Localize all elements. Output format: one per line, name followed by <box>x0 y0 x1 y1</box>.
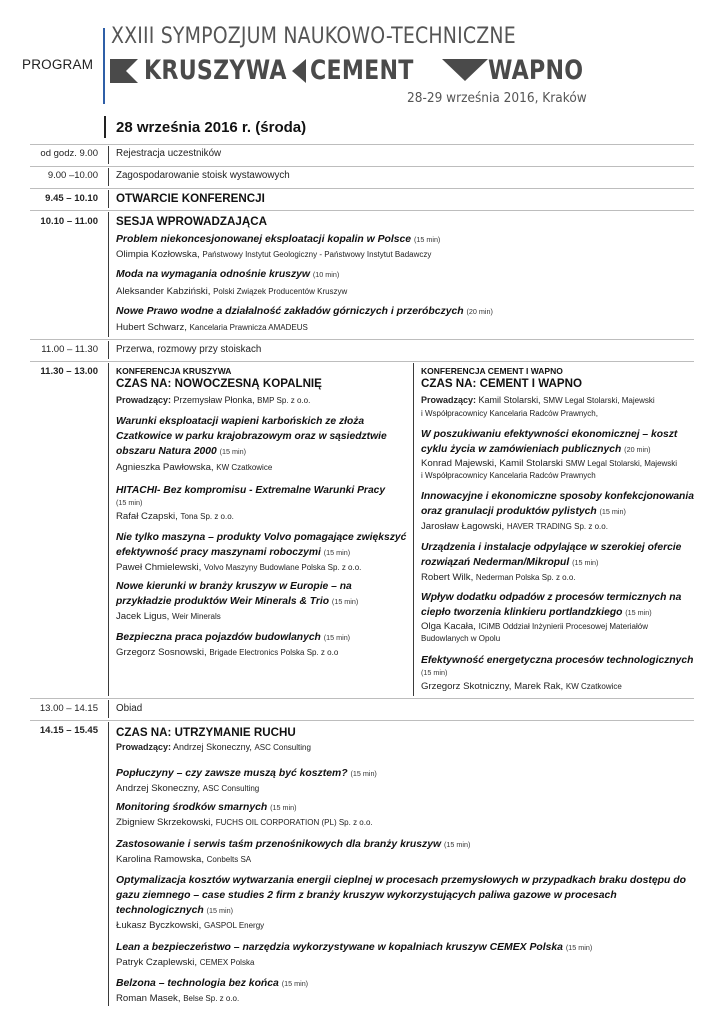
talk-org: Conbelts SA <box>206 855 252 864</box>
row-divider <box>30 144 694 145</box>
talk-speaker: Aleksander Kabziński, <box>116 286 211 297</box>
talk-title-line: Lean a bezpieczeństwo – narzędzia wykorzystywane w kopalniach kruszyw CEMEX Polska <box>116 942 563 953</box>
talk-duration: (10 min) <box>312 270 340 279</box>
row-divider <box>30 720 694 721</box>
brand-banner <box>110 55 584 86</box>
moderator-org: SMW Legal Stolarski, Majewski <box>543 396 655 405</box>
talk-title-line: Innowacyjne i ekonomiczne sposoby konfekcjonowania <box>421 491 694 502</box>
talk-title-line: oraz granulacji produktów pylistych <box>421 506 597 517</box>
talk-title-line: przykładzie produktów Weir Minerals & Trio <box>116 596 330 607</box>
talk-org: Nederman Polska Sp. z o.o. <box>475 573 576 582</box>
row-divider <box>30 188 694 189</box>
talk-org: Polski Związek Producentów Kruszyw <box>213 287 348 296</box>
column-divider <box>108 341 109 359</box>
intro-talk <box>116 232 440 261</box>
talk-title-line: ciepło tworzenia klinkieru portlandzkiego <box>421 607 623 618</box>
talk-title: Problem niekoncesjonowanej eksploatacji kopalin w Polsce <box>116 234 412 245</box>
maintenance-title: CZAS NA: UTRZYMANIE RUCHU <box>116 726 296 739</box>
moderator-right <box>421 395 655 405</box>
talk-speaker: Olga Kacała, <box>421 621 476 632</box>
talk-speaker: Olimpia Kozłowska, <box>116 249 200 260</box>
talk-title-line: Efektywność energetyczna procesów technologicznych <box>421 655 694 666</box>
left-talk <box>116 530 406 574</box>
maintenance-talk <box>116 837 470 866</box>
talk-org: Volvo Maszyny Budowlane Polska Sp. z o.o. <box>203 563 362 572</box>
talk-org: KW Czatkowice <box>216 463 273 472</box>
row-divider <box>30 698 694 699</box>
column-divider <box>108 146 109 164</box>
talk-org: GASPOL Energy <box>203 921 265 930</box>
maintenance-talk <box>116 976 308 1005</box>
moderator-maintenance <box>116 742 311 752</box>
talk-title-line: gazu ziemnego – case studies 2 firm z branży kruszyw wykorzystujących paliwa gazowe w procesach <box>116 890 617 901</box>
row-divider <box>30 210 694 211</box>
talk-duration: (15 min) <box>281 979 309 988</box>
talk-duration: (15 min) <box>572 558 599 567</box>
talk-org: ICiMB Oddział Inżynierii Procesowej Materiałów <box>478 622 648 631</box>
talk-title: Moda na wymagania odnośnie kruszyw <box>116 269 311 280</box>
break-time: 11.00 – 11.30 <box>41 344 98 355</box>
talk-title-line: rozwiązań Nederman/Mikropul <box>421 557 570 568</box>
left-talk <box>116 630 350 659</box>
talk-title-line: cyklu życia w zamówieniach publicznych <box>421 444 622 455</box>
talk-org: i Współpracownicy Kancelaria Radców Prawnych <box>421 471 596 480</box>
brand-cement: CEMENT <box>310 55 414 86</box>
moderator-left <box>116 395 310 405</box>
talk-title-line: Nie tylko maszyna – produkty Volvo pomagające zwiększyć <box>116 532 407 543</box>
brand-wapno: WAPNO <box>488 55 584 86</box>
cement-arrow-icon <box>292 59 306 83</box>
talk-duration: (20 min) <box>466 307 493 316</box>
talk-org: Tona Sp. z o.o. <box>180 512 234 521</box>
right-talk <box>421 590 681 645</box>
talk-duration: (15 min) <box>599 507 626 516</box>
session-left-title: CZAS NA: NOWOCZESNĄ KOPALNIĘ <box>116 377 322 390</box>
talk-speaker: Grzegorz Sosnowski, <box>116 647 207 658</box>
talk-org: Belse Sp. z o.o. <box>183 994 240 1003</box>
right-talk <box>421 427 677 482</box>
header-divider <box>103 28 105 104</box>
talk-title: Nowe Prawo wodne a działalność zakładów górniczych i przeróbczych <box>116 306 464 317</box>
talk-org: Budowlanych w Opolu <box>421 634 501 643</box>
moderator-org: ASC Consulting <box>254 743 311 752</box>
talk-speaker: Łukasz Byczkowski, <box>116 920 202 931</box>
maintenance-time: 14.15 – 15.45 <box>39 725 98 736</box>
talk-speaker: Karolina Ramowska, <box>116 854 204 865</box>
talk-speaker: Robert Wilk, <box>421 572 474 583</box>
column-divider <box>108 363 109 696</box>
talk-title-line: Popłuczyny – czy zawsze muszą być kosztem? <box>116 768 348 779</box>
talk-org: HAVER TRADING Sp. z o.o. <box>506 522 608 531</box>
talk-title-line: Belzona – technologia bez końca <box>116 978 279 989</box>
moderator-label: Prowadzący: <box>116 395 172 405</box>
stands-label: Zagospodarowanie stoisk wystawowych <box>116 170 290 181</box>
lunch-label: Obiad <box>116 703 143 714</box>
registration-time: od godz. 9.00 <box>40 148 98 159</box>
talk-title-line: Optymalizacja kosztów wytwarzania energii cieplnej w procesach przemysłowych w przypadkach braku dostępu do <box>116 875 686 886</box>
talk-title-line: Warunki eksploatacji wapieni karbońskich ze złoża <box>116 416 365 427</box>
talk-speaker: Zbigniew Skrzekowski, <box>116 817 214 828</box>
talk-speaker: Rafał Czapski, <box>116 511 178 522</box>
maintenance-talk <box>116 940 592 969</box>
talk-org: Brigade Electronics Polska Sp. z o.o <box>209 648 339 657</box>
talk-title-line: Nowe kierunki w branży kruszyw w Europie – na <box>116 581 352 592</box>
talk-org: CEMEX Polska <box>199 958 255 967</box>
talk-title-line: efektywność pracy maszynami roboczymi <box>116 547 321 558</box>
row-divider <box>30 166 694 167</box>
moderator-label: Prowadzący: <box>116 742 172 752</box>
talk-duration: (20 min) <box>624 445 651 454</box>
break-label: Przerwa, rozmowy przy stoiskach <box>116 344 262 355</box>
moderator-name: Andrzej Skoneczny, <box>173 742 252 752</box>
row-divider <box>30 361 694 362</box>
maintenance-talk <box>116 766 377 795</box>
column-divider <box>108 212 109 337</box>
moderator-org: i Współpracownicy Kancelaria Radców Prawnych, <box>421 409 598 418</box>
column-divider <box>108 168 109 186</box>
talk-title-line: technologicznych <box>116 905 204 916</box>
talk-speaker: Hubert Schwarz, <box>116 322 187 333</box>
right-talk <box>421 489 694 533</box>
talk-duration: (15 min) <box>116 498 143 507</box>
talk-org: Państwowy Instytut Geologiczny - Państwowy Instytut Badawczy <box>202 250 432 259</box>
talk-title-line: obszaru Natura 2000 <box>116 446 217 457</box>
talk-title-line: Czatkowice w parku krajobrazowym oraz w sąsiedztwie <box>116 431 387 442</box>
talk-title-line: Urządzenia i instalacje odpylające w szerokiej ofercie <box>421 542 682 553</box>
intro-talk <box>116 304 493 334</box>
day-marker <box>104 116 106 138</box>
talk-duration: (15 min) <box>270 803 297 812</box>
talk-duration: (15 min) <box>219 447 246 456</box>
conf-cement-label: KONFERENCJA CEMENT I WAPNO <box>421 366 563 376</box>
column-divider <box>108 722 109 1006</box>
symposium-title: XXIII SYMPOZJUM NAUKOWO-TECHNICZNE <box>111 24 516 49</box>
talk-duration: (15 min) <box>444 840 471 849</box>
talk-title-line: W poszukiwaniu efektywności ekonomicznej – koszt <box>421 429 678 440</box>
talk-duration: (15 min) <box>323 548 351 557</box>
right-talk <box>421 653 693 693</box>
talk-title-line: Zastosowanie i serwis taśm przenośnikowych dla branży kruszyw <box>116 839 442 850</box>
column-divider <box>108 190 109 208</box>
talk-speaker: Roman Masek, <box>116 993 181 1004</box>
talk-speaker: Andrzej Skoneczny, <box>116 783 201 794</box>
talk-speaker: Konrad Majewski, Kamil Stolarski <box>421 458 563 469</box>
left-talk <box>116 414 387 474</box>
talk-speaker: Jacek Ligus, <box>116 611 170 622</box>
talk-duration: (15 min) <box>625 608 652 617</box>
maintenance-talk <box>116 873 686 932</box>
right-talk <box>421 540 681 584</box>
column-divider <box>108 700 109 718</box>
day-title: 28 września 2016 r. (środa) <box>116 119 307 136</box>
talk-speaker: Agnieszka Pawłowska, <box>116 462 214 473</box>
brand-kruszywa: KRUSZYWA <box>144 55 287 86</box>
talk-title-line: Monitoring środków smarnych <box>116 802 268 813</box>
moderator-org: BMP Sp. z o.o. <box>257 396 311 405</box>
talk-duration: (15 min) <box>206 906 234 915</box>
talk-org: ASC Consulting <box>202 784 260 793</box>
symposium-dates: 28-29 września 2016, Kraków <box>407 90 587 106</box>
column-divider <box>413 363 414 696</box>
intro-time: 10.10 – 11.00 <box>40 216 98 227</box>
talk-speaker: Jarosław Łagowski, <box>421 521 505 532</box>
talk-org: SMW Legal Stolarski, Majewski <box>565 459 678 468</box>
left-talk <box>116 483 385 523</box>
talk-title-line: Wpływ dodatku odpadów z procesów termicznych na <box>421 592 682 603</box>
moderator-name: Przemysław Płonka, <box>173 395 255 405</box>
session-right-title: CZAS NA: CEMENT I WAPNO <box>421 377 583 390</box>
moderator-name: Kamil Stolarski, <box>478 395 541 405</box>
talk-org: KW Czatkowice <box>565 682 622 691</box>
maintenance-talk <box>116 800 373 829</box>
wapno-triangle-icon <box>442 59 488 83</box>
talk-duration: (15 min) <box>350 769 377 778</box>
kruszywa-arrow-icon <box>110 59 138 83</box>
opening-label: OTWARCIE KONFERENCJI <box>116 192 265 205</box>
talk-duration: (15 min) <box>565 943 593 952</box>
parallel-time: 11.30 – 13.00 <box>40 366 98 377</box>
talk-title-line: HITACHI- Bez kompromisu - Extremalne Warunki Pracy <box>116 485 386 496</box>
intro-talk <box>116 267 347 298</box>
talk-speaker: Paweł Chmielewski, <box>116 562 202 573</box>
talk-duration: (15 min) <box>413 235 441 244</box>
talk-org: Kancelaria Prawnicza AMADEUS <box>189 323 308 332</box>
intro-session-title: SESJA WPROWADZAJĄCA <box>116 215 267 228</box>
talk-org: FUCHS OIL CORPORATION (PL) Sp. z o.o. <box>215 818 373 827</box>
talk-org: Weir Minerals <box>172 612 221 621</box>
talk-title-line: Bezpieczna praca pojazdów budowlanych <box>116 632 321 643</box>
talk-duration: (15 min) <box>421 668 448 677</box>
registration-label: Rejestracja uczestników <box>116 148 222 159</box>
stands-time: 9.00 –10.00 <box>47 170 98 181</box>
talk-speaker: Patryk Czaplewski, <box>116 957 198 968</box>
talk-duration: (15 min) <box>323 633 351 642</box>
left-talk <box>116 579 358 623</box>
talk-duration: (15 min) <box>331 597 359 606</box>
row-divider <box>30 339 694 340</box>
conf-kruszywa-label: KONFERENCJA KRUSZYWA <box>116 366 232 376</box>
lunch-time: 13.00 – 14.15 <box>39 703 98 714</box>
talk-speaker: Grzegorz Skotniczny, Marek Rak, <box>421 681 564 692</box>
opening-time: 9.45 – 10.10 <box>45 193 98 204</box>
program-label: PROGRAM <box>22 57 94 72</box>
moderator-label: Prowadzący: <box>421 395 477 405</box>
